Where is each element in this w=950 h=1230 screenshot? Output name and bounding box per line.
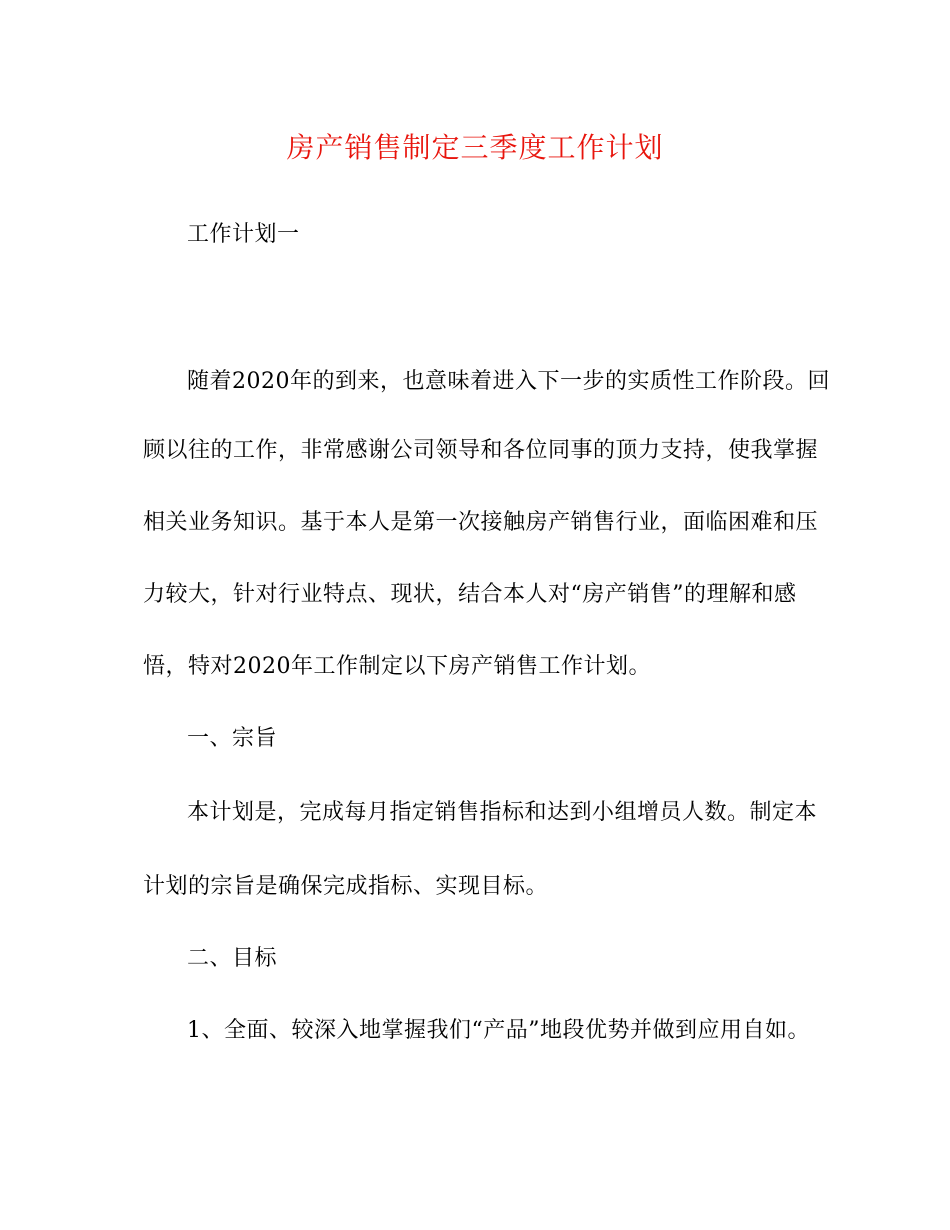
paragraph-line: 力较大，针对行业特点、现状，结合本人对“房产销售”的理解和感 <box>143 582 797 607</box>
heading-plan-one: 工作计划一 <box>187 222 300 247</box>
list-item: 1、全面、较深入地掌握我们“产品”地段优势并做到应用自如。 <box>187 1018 810 1043</box>
paragraph-line: 顾以往的工作，非常感谢公司领导和各位同事的顶力支持，使我掌握 <box>143 438 819 463</box>
paragraph-line: 本计划是，完成每月指定销售指标和达到小组增员人数。制定本 <box>187 800 818 825</box>
document-title: 房产销售制定三季度工作计划 <box>286 131 664 164</box>
paragraph-line: 随着2020年的到来，也意味着进入下一步的实质性工作阶段。回 <box>187 369 830 394</box>
paragraph-line: 计划的宗旨是确保完成指标、实现目标。 <box>143 874 549 899</box>
section-heading-purpose: 一、宗旨 <box>187 726 278 751</box>
paragraph-line: 相关业务知识。基于本人是第一次接触房产销售行业，面临困难和压 <box>143 510 819 535</box>
section-heading-goals: 二、目标 <box>187 946 278 971</box>
paragraph-line: 悟，特对2020年工作制定以下房产销售工作计划。 <box>143 654 651 679</box>
